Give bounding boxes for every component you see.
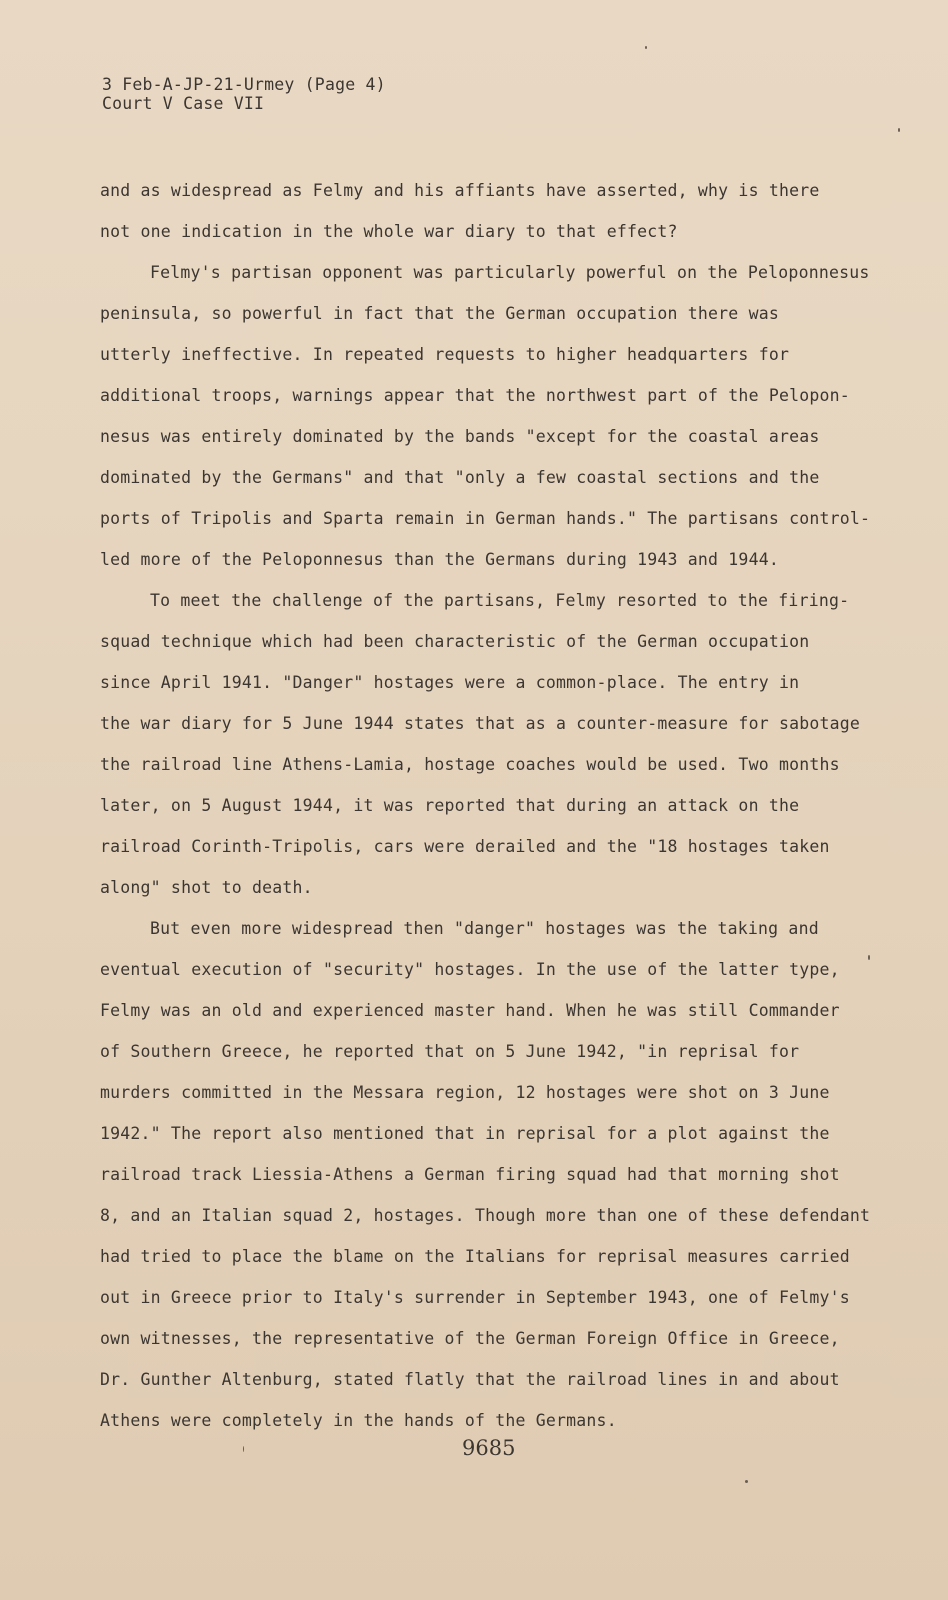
body-line: Athens were completely in the hands of the Germans. bbox=[100, 1411, 617, 1430]
document-header bbox=[102, 75, 386, 113]
body-line: To meet the challenge of the partisans, Felmy resorted to the firing- bbox=[150, 591, 850, 610]
header-court-case: Court V Case VII bbox=[102, 94, 265, 113]
body-line: But even more widespread then "danger" hostages was the taking and bbox=[150, 919, 819, 938]
paper-speck bbox=[243, 1446, 244, 1452]
body-line: later, on 5 August 1944, it was reported that during an attack on the bbox=[100, 796, 800, 815]
body-line: nesus was entirely dominated by the bands "except for the coastal areas bbox=[100, 427, 820, 446]
body-line: Felmy's partisan opponent was particularly powerful on the Peloponnesus bbox=[150, 263, 870, 282]
body-line: of Southern Greece, he reported that on 5 June 1942, "in reprisal for bbox=[100, 1042, 800, 1061]
body-line: 1942." The report also mentioned that in reprisal for a plot against the bbox=[100, 1124, 830, 1143]
body-line: utterly ineffective. In repeated requests to higher headquarters for bbox=[100, 345, 790, 364]
body-line: since April 1941. "Danger" hostages were a common-place. The entry in bbox=[100, 673, 800, 692]
body-line: railroad track Liessia-Athens a German firing squad had that morning shot bbox=[100, 1165, 840, 1184]
body-line: along" shot to death. bbox=[100, 878, 313, 897]
body-line: Dr. Gunther Altenburg, stated flatly that the railroad lines in and about bbox=[100, 1370, 840, 1389]
paper-speck bbox=[645, 46, 647, 49]
paper-speck bbox=[868, 955, 870, 960]
body-line: out in Greece prior to Italy's surrender in September 1943, one of Felmy's bbox=[100, 1288, 850, 1307]
body-line: not one indication in the whole war diary to that effect? bbox=[100, 222, 678, 241]
document-body bbox=[100, 170, 890, 1441]
body-line: had tried to place the blame on the Italians for reprisal measures carried bbox=[100, 1247, 850, 1266]
body-line: and as widespread as Felmy and his affiants have asserted, why is there bbox=[100, 181, 820, 200]
body-line: led more of the Peloponnesus than the Germans during 1943 and 1944. bbox=[100, 550, 779, 569]
body-line: Felmy was an old and experienced master hand. When he was still Commander bbox=[100, 1001, 840, 1020]
paper-speck bbox=[898, 128, 900, 132]
body-line: the war diary for 5 June 1944 states that as a counter-measure for sabotage bbox=[100, 714, 861, 733]
body-line: railroad Corinth-Tripolis, cars were derailed and the "18 hostages taken bbox=[100, 837, 830, 856]
body-line: dominated by the Germans" and that "only a few coastal sections and the bbox=[100, 468, 820, 487]
body-line: additional troops, warnings appear that the northwest part of the Pelopon- bbox=[100, 386, 850, 405]
body-line: squad technique which had been characteristic of the German occupation bbox=[100, 632, 810, 651]
body-line: the railroad line Athens-Lamia, hostage coaches would be used. Two months bbox=[100, 755, 840, 774]
page-number: 9685 bbox=[462, 1436, 516, 1460]
header-reference: 3 Feb-A-JP-21-Urmey (Page 4) bbox=[102, 75, 386, 94]
body-line: own witnesses, the representative of the German Foreign Office in Greece, bbox=[100, 1329, 840, 1348]
paper-speck bbox=[745, 1480, 748, 1483]
body-line: 8, and an Italian squad 2, hostages. Though more than one of these defendant bbox=[100, 1206, 871, 1225]
body-line: ports of Tripolis and Sparta remain in German hands." The partisans control- bbox=[100, 509, 871, 528]
body-line: murders committed in the Messara region, 12 hostages were shot on 3 June bbox=[100, 1083, 830, 1102]
body-line: eventual execution of "security" hostages. In the use of the latter type, bbox=[100, 960, 840, 979]
body-line: peninsula, so powerful in fact that the German occupation there was bbox=[100, 304, 779, 323]
